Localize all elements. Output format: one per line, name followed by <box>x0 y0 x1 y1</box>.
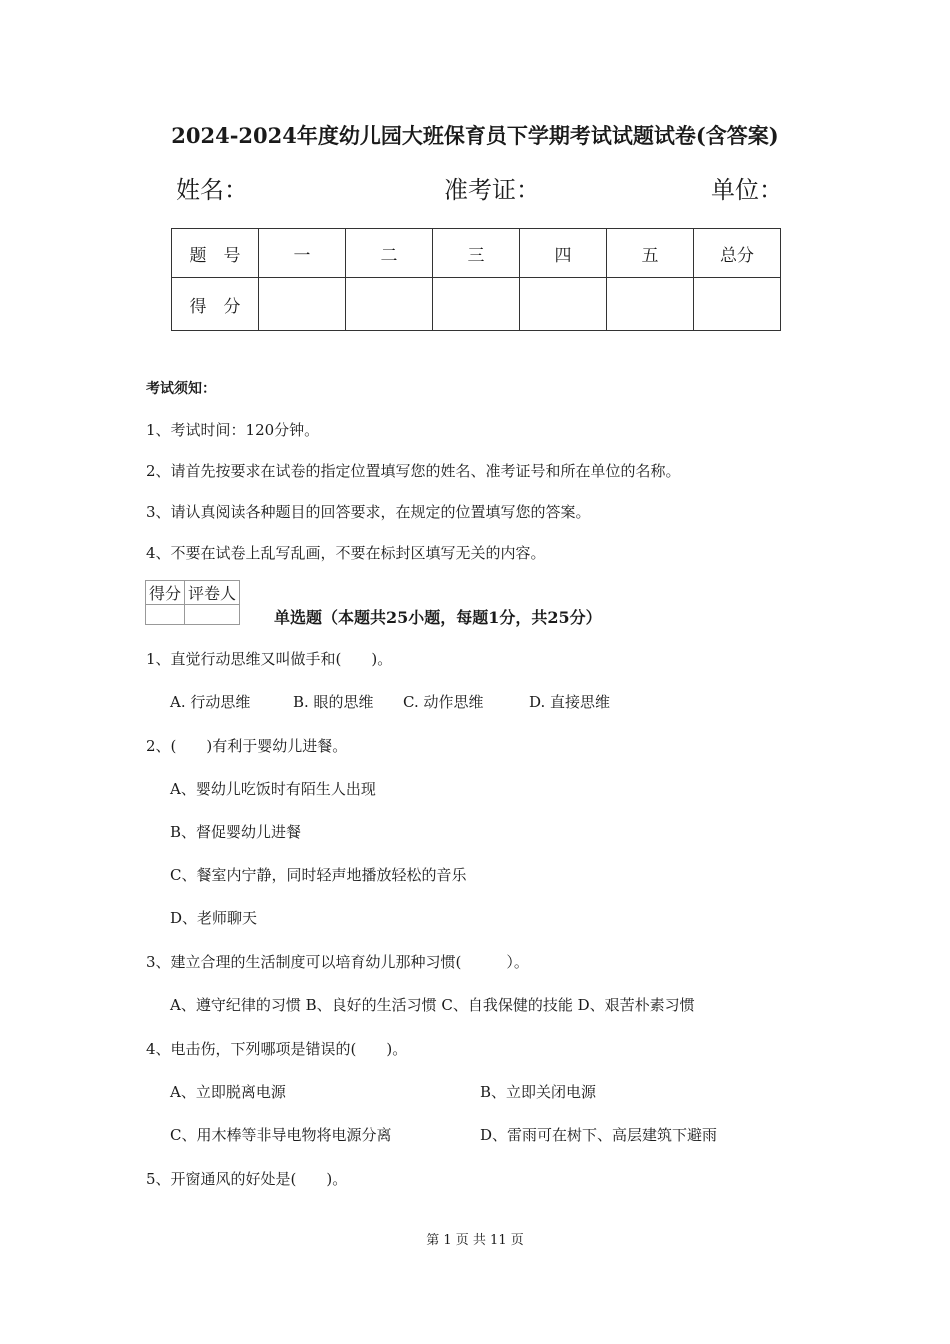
question-4-option-d: D、雷雨可在树下、高层建筑下避雨 <box>480 1126 718 1144</box>
notice-item: 2、请首先按要求在试卷的指定位置填写您的姓名、准考证号和所在单位的名称。 <box>146 462 681 480</box>
score-table-header-cell: 题 号 <box>172 229 259 278</box>
question-3-stem: 3、建立合理的生活制度可以培育幼儿那种习惯( ）。 <box>146 953 529 971</box>
grader-box-grader-label: 评卷人 <box>185 581 240 605</box>
grader-box-grader-cell[interactable] <box>185 605 240 625</box>
question-2-stem: 2、( )有利于婴幼儿进餐。 <box>146 737 348 755</box>
score-table-header-cell: 四 <box>520 229 607 278</box>
question-3-options: A、遵守纪律的习惯 B、良好的生活习惯 C、自我保健的技能 D、艰苦朴素习惯 <box>170 996 695 1014</box>
score-cell[interactable] <box>346 278 433 331</box>
question-4-option-c: C、用木棒等非导电物将电源分离 <box>170 1126 392 1144</box>
question-1-stem: 1、直觉行动思维又叫做手和( )。 <box>146 650 393 668</box>
score-table-header-cell: 三 <box>433 229 520 278</box>
name-field-label: 姓名： <box>176 176 248 204</box>
section-heading: 单选题（本题共25小题，每题1分，共25分） <box>274 608 602 627</box>
question-4-stem: 4、电击伤，下列哪项是错误的( )。 <box>146 1040 408 1058</box>
score-row-label: 得 分 <box>172 278 259 331</box>
page-title: 2024-2024年度幼儿园大班保育员下学期考试试题试卷(含答案) <box>171 123 779 148</box>
grader-box-score-label: 得分 <box>146 581 185 605</box>
question-2-option-b: B、督促婴幼儿进餐 <box>170 823 302 841</box>
question-1-option-c: C. 动作思维 <box>403 693 484 711</box>
score-table-header-cell: 五 <box>607 229 694 278</box>
notice-item: 3、请认真阅读各种题目的回答要求，在规定的位置填写您的答案。 <box>146 503 591 521</box>
grader-box <box>145 580 240 625</box>
page-footer: 第 1 页 共 11 页 <box>426 1233 524 1248</box>
question-1-option-a: A. 行动思维 <box>170 693 251 711</box>
score-table <box>171 228 781 331</box>
question-2-option-d: D、老师聊天 <box>170 909 258 927</box>
question-5-stem: 5、开窗通风的好处是( )。 <box>146 1170 348 1188</box>
question-1-option-b: B. 眼的思维 <box>293 693 374 711</box>
score-table-header-cell: 总分 <box>694 229 781 278</box>
exam-number-field-label: 准考证： <box>444 176 540 204</box>
question-2-option-a: A、婴幼儿吃饭时有陌生人出现 <box>170 780 376 798</box>
notice-item: 4、不要在试卷上乱写乱画，不要在标封区填写无关的内容。 <box>146 544 546 562</box>
score-cell[interactable] <box>607 278 694 331</box>
score-table-header-cell: 一 <box>259 229 346 278</box>
grader-box-score-cell[interactable] <box>146 605 185 625</box>
notice-heading: 考试须知： <box>146 381 216 397</box>
question-1-option-d: D. 直接思维 <box>529 693 611 711</box>
score-cell[interactable] <box>259 278 346 331</box>
score-cell[interactable] <box>520 278 607 331</box>
question-2-option-c: C、餐室内宁静，同时轻声地播放轻松的音乐 <box>170 866 467 884</box>
score-cell[interactable] <box>694 278 781 331</box>
score-table-header-row <box>172 229 781 278</box>
unit-field-label: 单位： <box>711 176 783 204</box>
question-4-option-a: A、立即脱离电源 <box>170 1083 286 1101</box>
question-4-option-b: B、立即关闭电源 <box>480 1083 597 1101</box>
score-table-header-cell: 二 <box>346 229 433 278</box>
score-table-score-row <box>172 278 781 331</box>
score-cell[interactable] <box>433 278 520 331</box>
notice-item: 1、考试时间：120分钟。 <box>146 421 320 439</box>
